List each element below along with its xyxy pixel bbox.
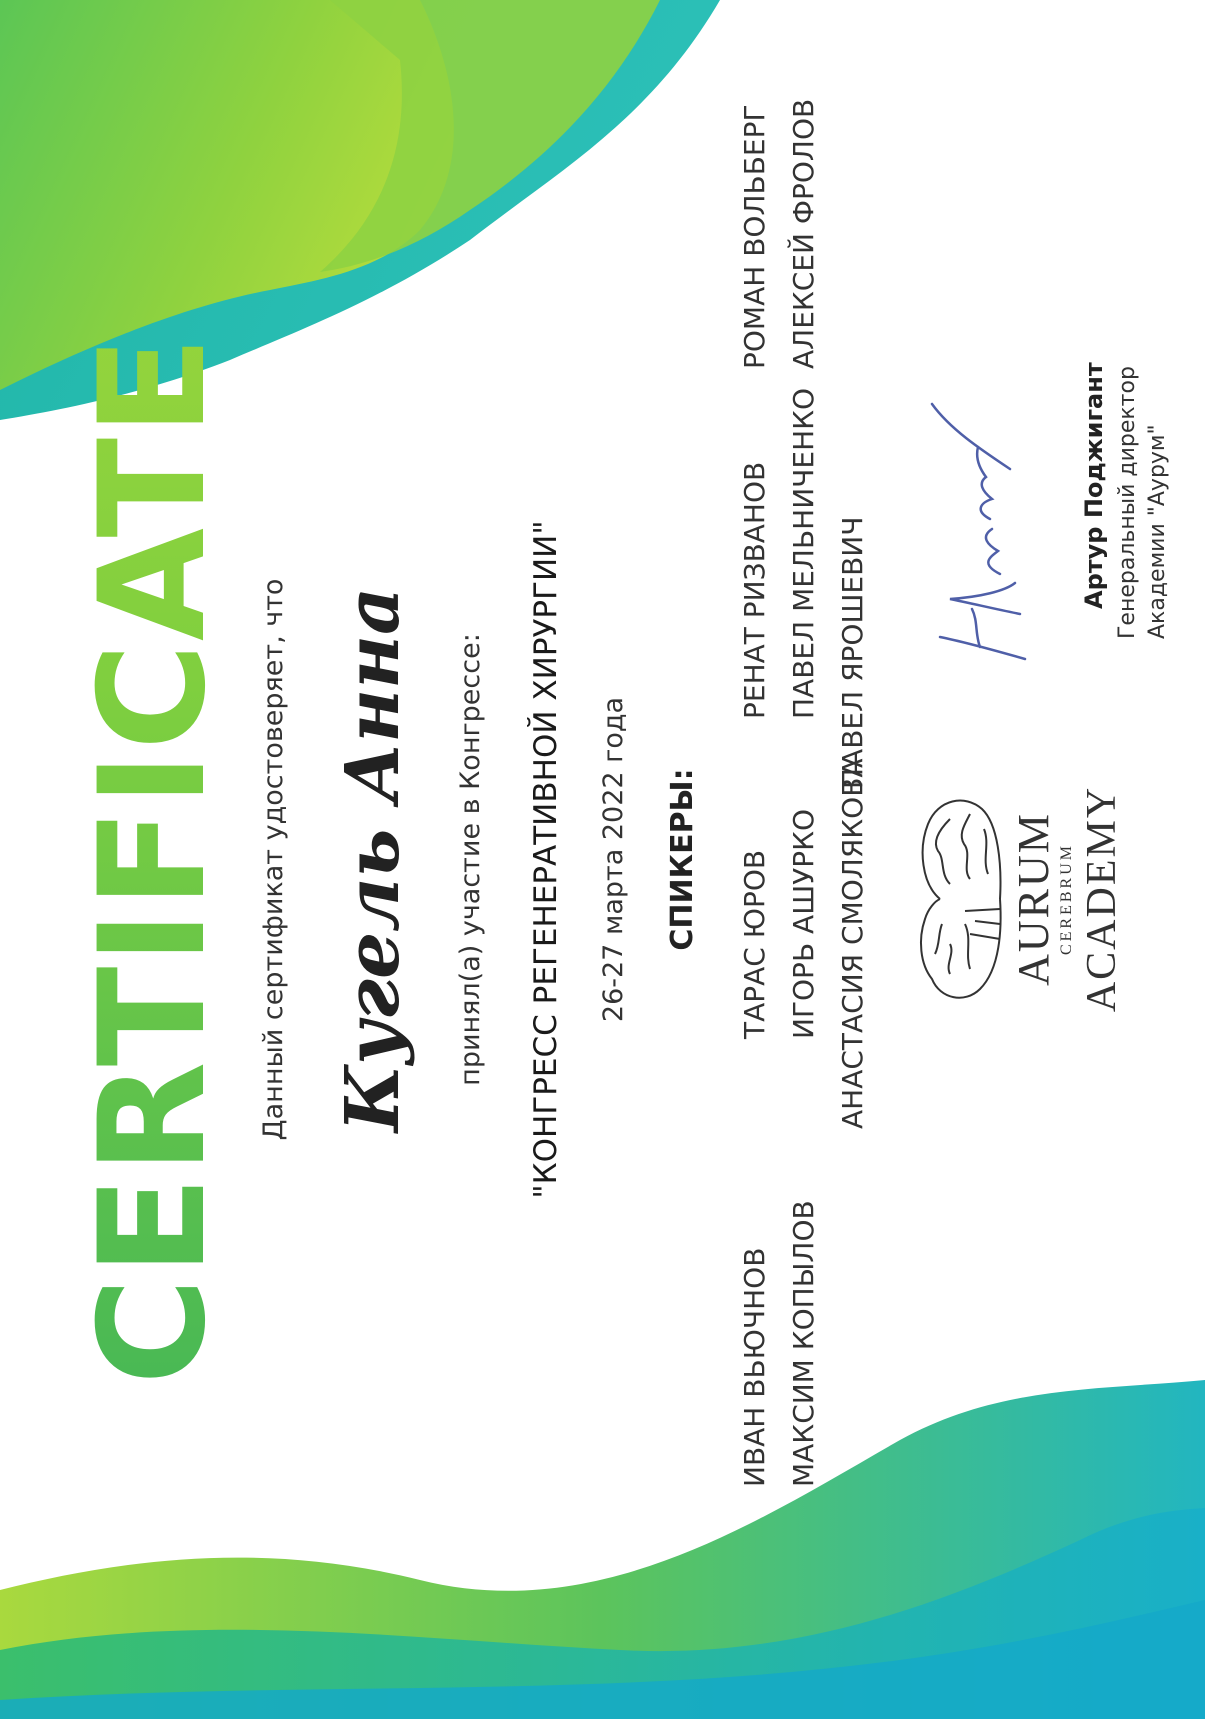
speaker-name: ПАВЕЛ ЯРОШЕВИЧ (836, 516, 869, 789)
speaker-name: ПАВЕЛ МЕЛЬНИЧЕНКО (787, 387, 820, 719)
speaker-name: ИГОРЬ АШУРКО (787, 808, 820, 1039)
participation-text: принял(а) участие в Конгрессе: (455, 633, 486, 1086)
event-date: 26-27 марта 2022 года (598, 696, 629, 1023)
director-signature (920, 399, 1050, 669)
tree-brain-icon (910, 749, 1010, 1049)
signatory-role: Генеральный директор (1115, 366, 1140, 639)
speakers-heading: СПИКЕРЫ: (665, 768, 700, 951)
aurum-academy-logo (910, 749, 1140, 1049)
speaker-name: АЛЕКСЕЙ ФРОЛОВ (787, 98, 820, 369)
speaker-name: ИВАН ВЬЮЧНОВ (738, 1247, 771, 1487)
recipient-name: Кугель Анна (330, 586, 416, 1133)
signatory-name: Артур Поджигант (1080, 362, 1108, 609)
logo-word-aurum: AURUM (1009, 812, 1058, 986)
logo-word-cerebrum: CEREBRUM (1058, 843, 1075, 956)
congress-name: "КОНГРЕСС РЕГЕНЕРАТИВНОЙ ХИРУРГИИ" (528, 520, 564, 1199)
certificate-title: CERTIFICATE (80, 0, 226, 1719)
signatory-organization: Академии "Аурум" (1145, 424, 1170, 639)
speaker-name: МАКСИМ КОПЫЛОВ (787, 1200, 820, 1487)
speaker-name: РЕНАТ РИЗВАНОВ (738, 461, 771, 719)
speaker-name: ТАРАС ЮРОВ (738, 849, 771, 1039)
speaker-name: РОМАН ВОЛЬБЕРГ (738, 104, 771, 369)
speaker-name: АНАСТАСИЯ СМОЛЯКОВА (836, 758, 869, 1129)
intro-text: Данный сертификат удостоверяет, что (258, 578, 289, 1141)
logo-word-academy: ACADEMY (1079, 785, 1125, 1013)
